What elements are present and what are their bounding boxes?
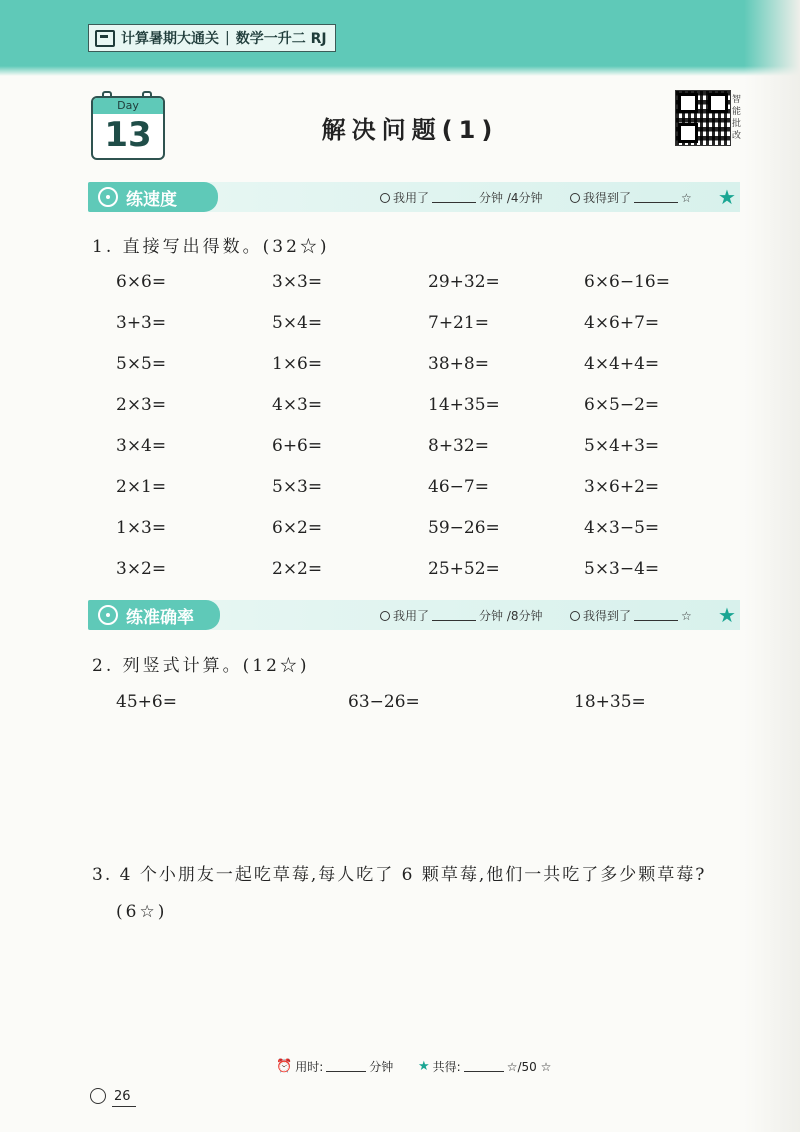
stopwatch-icon [98,187,118,207]
footer-time-blank[interactable] [326,1061,366,1072]
score-suffix: ☆ [681,608,692,623]
qr-finder-icon [708,93,728,113]
page-number-underline [112,1106,136,1107]
equation-item[interactable]: 29+32= [428,272,500,292]
footer-total-blank[interactable] [464,1061,504,1072]
time-blank[interactable] [432,192,476,203]
section-bar-accuracy [88,600,740,630]
section-title: 练准确率 [126,607,194,628]
clock-icon [380,611,390,621]
equation-item[interactable]: 46−7= [428,477,489,497]
equation-item[interactable]: 2×3= [116,395,167,415]
section-bar-speed [88,182,740,212]
qr-finder-icon [678,93,698,113]
alarm-clock-icon: ⏰ [276,1059,293,1074]
qr-label: 智能批改 [732,95,742,141]
book-title: 计算暑期大通关 [121,31,219,47]
equation-item[interactable]: 1×6= [272,354,323,374]
equation-item[interactable]: 14+35= [428,395,500,415]
score-earned [570,607,692,624]
footer-time-unit: 分钟 [369,1060,394,1074]
score-earned [570,189,692,206]
score-prefix: 我得到了 [583,609,632,623]
day-label: Day [93,98,163,114]
section-title: 练速度 [126,189,177,210]
target-icon [98,605,118,625]
equation-item[interactable]: 4×3−5= [584,518,660,538]
vertical-calc-item[interactable]: 45+6= [116,692,177,712]
page-title: 解决问题(1) [321,116,499,144]
time-used [380,607,543,624]
question-2: 2. 列竖式计算。(12☆) [92,656,310,676]
time-prefix: 我用了 [393,609,430,623]
equation-item[interactable]: 7+21= [428,313,489,333]
footer-total-label: 共得: [432,1060,461,1074]
equation-item[interactable]: 6×6−16= [584,272,670,292]
equation-item[interactable]: 4×3= [272,395,323,415]
equation-item[interactable]: 6×2= [272,518,323,538]
equation-item[interactable]: 8+32= [428,436,489,456]
score-blank[interactable] [634,192,678,203]
time-suffix: 分钟 /4分钟 [479,191,543,205]
page-number: 26 [114,1088,131,1104]
time-blank[interactable] [432,610,476,621]
equation-item[interactable]: 5×3= [272,477,323,497]
equation-item[interactable]: 1×3= [116,518,167,538]
day-number: 13 [104,115,152,155]
equation-item[interactable]: 5×4= [272,313,323,333]
equation-item[interactable]: 38+8= [428,354,489,374]
time-used [380,189,543,206]
equation-item[interactable]: 3×6+2= [584,477,660,497]
book-icon [95,30,115,47]
section-tab-accuracy [88,600,220,630]
equation-item[interactable]: 4×4+4= [584,354,660,374]
score-suffix: ☆ [681,190,692,205]
score-blank[interactable] [634,610,678,621]
equation-item[interactable]: 2×2= [272,559,323,579]
question-3-score: (6☆) [116,902,168,922]
time-suffix: 分钟 /8分钟 [479,609,543,623]
equation-item[interactable]: 3×3= [272,272,323,292]
footer-time-label: 用时: [295,1060,324,1074]
equation-item[interactable]: 6+6= [272,436,323,456]
equation-item[interactable]: 5×4+3= [584,436,660,456]
equation-item[interactable]: 2×1= [116,477,167,497]
question-1: 1. 直接写出得数。(32☆) [92,237,330,257]
book-header [88,24,336,52]
score-prefix: 我得到了 [583,191,632,205]
star-icon: ★ [418,1059,430,1074]
equation-item[interactable]: 3×4= [116,436,167,456]
clock-icon [380,193,390,203]
equation-item[interactable]: 6×5−2= [584,395,660,415]
sun-icon [90,1088,106,1104]
equation-item[interactable]: 59−26= [428,518,500,538]
header-separator: | [225,30,230,46]
equation-item[interactable]: 4×6+7= [584,313,660,333]
equation-item[interactable]: 6×6= [116,272,167,292]
equation-item[interactable]: 25+52= [428,559,500,579]
time-prefix: 我用了 [393,191,430,205]
page-edge-shadow [744,0,800,1132]
section-tab-speed [88,182,218,212]
vertical-calc-item[interactable]: 18+35= [574,692,646,712]
check-circle-icon [570,193,580,203]
vertical-calc-item[interactable]: 63−26= [348,692,420,712]
equation-item[interactable]: 3×2= [116,559,167,579]
star-icon: ★ [718,603,736,627]
book-subtitle: 数学一升二 RJ [235,31,327,47]
top-band-fade [0,66,800,76]
page-number-area [90,1088,131,1104]
qr-code-icon[interactable] [675,90,731,146]
equation-item[interactable]: 3+3= [116,313,167,333]
footer-time [276,1058,393,1075]
question-3: 3. 4 个小朋友一起吃草莓,每人吃了 6 颗草莓,他们一共吃了多少颗草莓? [92,865,707,885]
equation-item[interactable]: 5×5= [116,354,167,374]
star-icon: ★ [718,185,736,209]
check-circle-icon [570,611,580,621]
equation-item[interactable]: 5×3−4= [584,559,660,579]
footer-total [418,1058,551,1075]
qr-finder-icon [678,123,698,143]
footer-total-suffix: ☆/50 ☆ [506,1059,552,1074]
